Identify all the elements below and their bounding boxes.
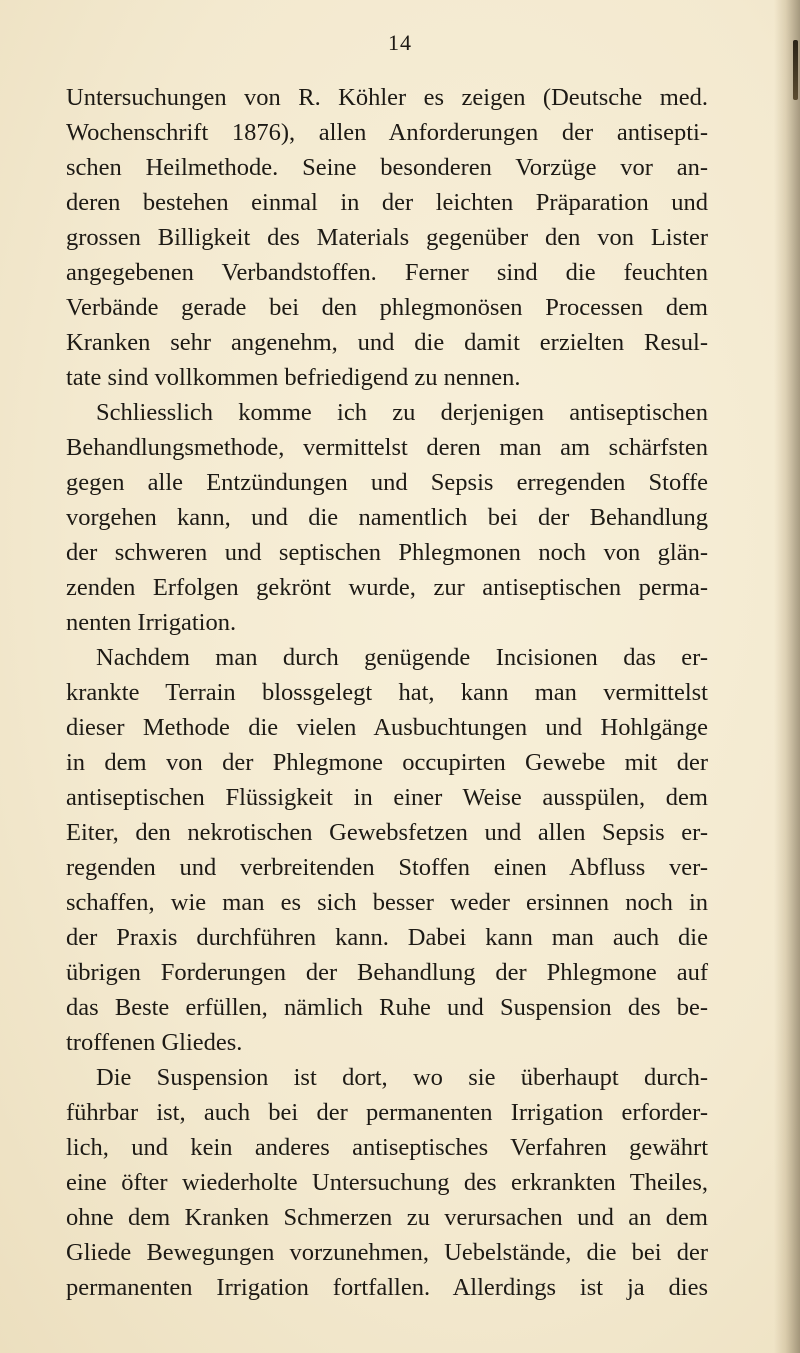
text-line: grossen Billigkeit des Materials gegenüber den von Lister bbox=[66, 224, 708, 251]
text-line: angegebenen Verbandstoffen. Ferner sind die feuchten bbox=[66, 259, 708, 286]
page-edge-shadow bbox=[774, 0, 800, 1353]
text-line: Eiter, den nekrotischen Gewebsfetzen und allen Sepsis er- bbox=[66, 819, 708, 846]
text-line: deren bestehen einmal in der leichten Präparation und bbox=[66, 189, 708, 216]
page-number: 14 bbox=[388, 30, 412, 55]
text-line: schen Heilmethode. Seine besonderen Vorzüge vor an- bbox=[66, 154, 708, 181]
text-line: permanenten Irrigation fortfallen. Allerdings ist ja dies bbox=[66, 1274, 708, 1301]
text-line: Die Suspension ist dort, wo sie überhaupt durch- bbox=[96, 1064, 708, 1091]
text-line: regenden und verbreitenden Stoffen einen Abfluss ver- bbox=[66, 854, 708, 881]
text-line: Untersuchungen von R. Köhler es zeigen (Deutsche med. bbox=[66, 84, 708, 111]
text-line: lich, und kein anderes antiseptisches Verfahren gewährt bbox=[66, 1134, 708, 1161]
text-line: antiseptischen Flüssigkeit in einer Weise ausspülen, dem bbox=[66, 784, 708, 811]
body-text bbox=[66, 80, 708, 1305]
text-line: führbar ist, auch bei der permanenten Irrigation erforder- bbox=[66, 1099, 708, 1126]
text-line: Verbände gerade bei den phlegmonösen Processen dem bbox=[66, 294, 708, 321]
text-line: eine öfter wiederholte Untersuchung des erkrankten Theiles, bbox=[66, 1169, 708, 1196]
text-line: übrigen Forderungen der Behandlung der Phlegmone auf bbox=[66, 959, 708, 986]
text-line: Kranken sehr angenehm, und die damit erzielten Resul- bbox=[66, 329, 708, 356]
text-line: Wochenschrift 1876), allen Anforderungen der antisepti- bbox=[66, 119, 708, 146]
text-line: troffenen Gliedes. bbox=[66, 1029, 243, 1056]
text-line: krankte Terrain blossgelegt hat, kann man vermittelst bbox=[66, 679, 708, 706]
text-line: zenden Erfolgen gekrönt wurde, zur antiseptischen perma- bbox=[66, 574, 708, 601]
text-line: das Beste erfüllen, nämlich Ruhe und Suspension des be- bbox=[66, 994, 708, 1021]
text-line: tate sind vollkommen befriedigend zu nennen. bbox=[66, 364, 521, 391]
text-line: schaffen, wie man es sich besser weder ersinnen noch in bbox=[66, 889, 708, 916]
text-line: gegen alle Entzündungen und Sepsis erregenden Stoffe bbox=[66, 469, 708, 496]
text-line: Nachdem man durch genügende Incisionen das er- bbox=[96, 644, 708, 671]
text-line: Schliesslich komme ich zu derjenigen antiseptischen bbox=[96, 399, 708, 426]
text-line: dieser Methode die vielen Ausbuchtungen und Hohlgänge bbox=[66, 714, 708, 741]
text-line: vorgehen kann, und die namentlich bei der Behandlung bbox=[66, 504, 708, 531]
text-line: nenten Irrigation. bbox=[66, 609, 237, 636]
text-line: ohne dem Kranken Schmerzen zu verursachen und an dem bbox=[66, 1204, 708, 1231]
text-line: der schweren und septischen Phlegmonen noch von glän- bbox=[66, 539, 708, 566]
text-line: der Praxis durchführen kann. Dabei kann man auch die bbox=[66, 924, 708, 951]
text-line: Gliede Bewegungen vorzunehmen, Uebelstände, die bei der bbox=[66, 1239, 708, 1266]
text-line: Behandlungsmethode, vermittelst deren man am schärfsten bbox=[66, 434, 708, 461]
text-line: in dem von der Phlegmone occupirten Gewebe mit der bbox=[66, 749, 708, 776]
